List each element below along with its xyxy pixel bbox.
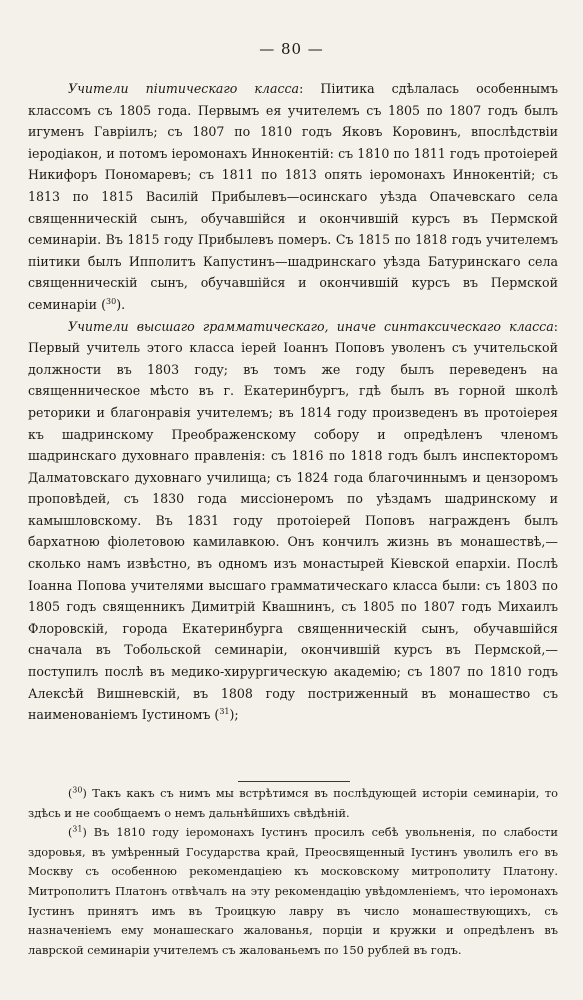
page-number: — 80 —: [259, 40, 324, 58]
footnote: [28, 823, 558, 960]
paragraph-text: : Первый учитель этого класса іерей Іоаннъ Поповъ уволенъ съ учительской должности въ 1803 году; въ томъ же году былъ переведенъ на священническое мѣсто въ г. Екатеринбургъ, гдѣ былъ въ горной школѣ реторики и благонравія учителемъ; въ 1814 году произведенъ въ протоіерея къ шадринскому Преображенскому собору и опредѣленъ членомъ шадринскаго духовнаго правленія: съ 1816 по 1818 годъ былъ инспекторомъ Далматовскаго духовнаго училища; съ 1824 года благочиннымъ и цензоромъ проповѣдей, съ 1830 года миссіонеромъ по уѣздамъ шадринскому и камышловскому. Въ 1831 году протоіерей Поповъ награжденъ былъ бархатною фіолетовою камилавкою. Онъ кончилъ жизнь въ монашествѣ,— сколько намъ извѣстно, въ одномъ изъ монастырей Кіевской епархіи. Послѣ Іоанна Попова учителями высшаго грамматическаго класса были: съ 1803 по 1805 годъ священникъ Димитрій Квашнинъ, съ 1805 по 1807 годъ Михаилъ Флоровскій, города Екатеринбурга священническій сынъ, обучавшійся сначала въ Тобольской семинаріи, окончившій курсъ въ Пермской,—поступилъ послѣ въ медико-хирургическую академію; съ 1807 по 1810 годъ Алексѣй Вишневскій, въ 1808 году постриженный въ монашество съ наименованіемъ Іустиномъ (: [28, 318, 558, 723]
paragraph-heading: Учители высшаго грамматическаго, иначе синтаксическаго класса: [68, 318, 554, 334]
footnote-reference[interactable]: 31: [219, 707, 230, 717]
footnote-mark: ($^{30}$): [68, 785, 87, 800]
footnote: [28, 784, 558, 823]
footnote-mark-number: 30: [72, 785, 83, 795]
paragraph-heading: Учители піитическаго класса: [68, 81, 300, 96]
paragraph-tail: ).: [116, 296, 126, 312]
footnote-mark: ($^{31}$): [68, 824, 87, 840]
body-text: [28, 78, 558, 726]
footnote-text: Такъ какъ съ нимъ мы встрѣтимся въ послѣдующей исторіи семинаріи, то здѣсь и не сообщаемъ о немъ дальнѣйшихъ свѣдѣній.: [28, 786, 558, 820]
footnotes: [28, 784, 558, 960]
paragraph-text: : Піитика сдѣлалась особеннымъ классомъ съ 1805 года. Первымъ ея учителемъ съ 1805 по 1807 годъ былъ игуменъ Гавріилъ; съ 1807 по 1810 годъ Яковъ Коровинъ, впослѣдствіи іеродіакон, и потомъ іеромонахъ Иннокентій: съ 1810 по 1811 годъ протоіерей Никифоръ Пономаревъ; съ 1811 по 1813 опять іеромонахъ Иннокентій; съ 1813 по 1815 Василій Прибылевъ—осинскаго уѣзда Опачевскаго села священническій сынъ, обучавшійся и окончившій курсъ въ Пермской семинаріи. Въ 1815 году Прибылевъ померъ. Съ 1815 по 1818 годъ учителемъ піитики былъ Ипполитъ Капустинъ—шадринскаго уѣзда Батуринскаго села священническій сынъ, обучавшійся и окончившій курсъ въ Пермской семинаріи (: [28, 81, 558, 312]
footnote-reference[interactable]: 30: [106, 296, 117, 306]
paragraph-syntax-teachers: [28, 316, 558, 726]
footnote-mark-number: 31: [72, 824, 83, 834]
footnote-text: Въ 1810 году іеромонахъ Іустинъ просилъ себѣ увольненія, по слабости здоровья, въ умѣренный Государства край, Преосвященный Іустинъ уволилъ его въ Москву съ особенною рекомендаціею къ московскому митрополиту Платону. Митрополитъ Платонъ отвѣчалъ на эту рекомендацію увѣдомленіемъ, что іеромонахъ Іустинъ принятъ имъ въ Троицкую лавру въ число монашествующихъ, съ назначеніемъ ему монашескаго жалованья, порціи и кружки и опредѣленъ въ лаврской семинаріи учителемъ съ жалованьемъ по 150 рублей въ годъ.: [28, 825, 558, 957]
footnote-divider: [238, 781, 350, 782]
paragraph-tail: );: [229, 707, 239, 723]
paragraph-poetics-teachers: [28, 78, 558, 316]
